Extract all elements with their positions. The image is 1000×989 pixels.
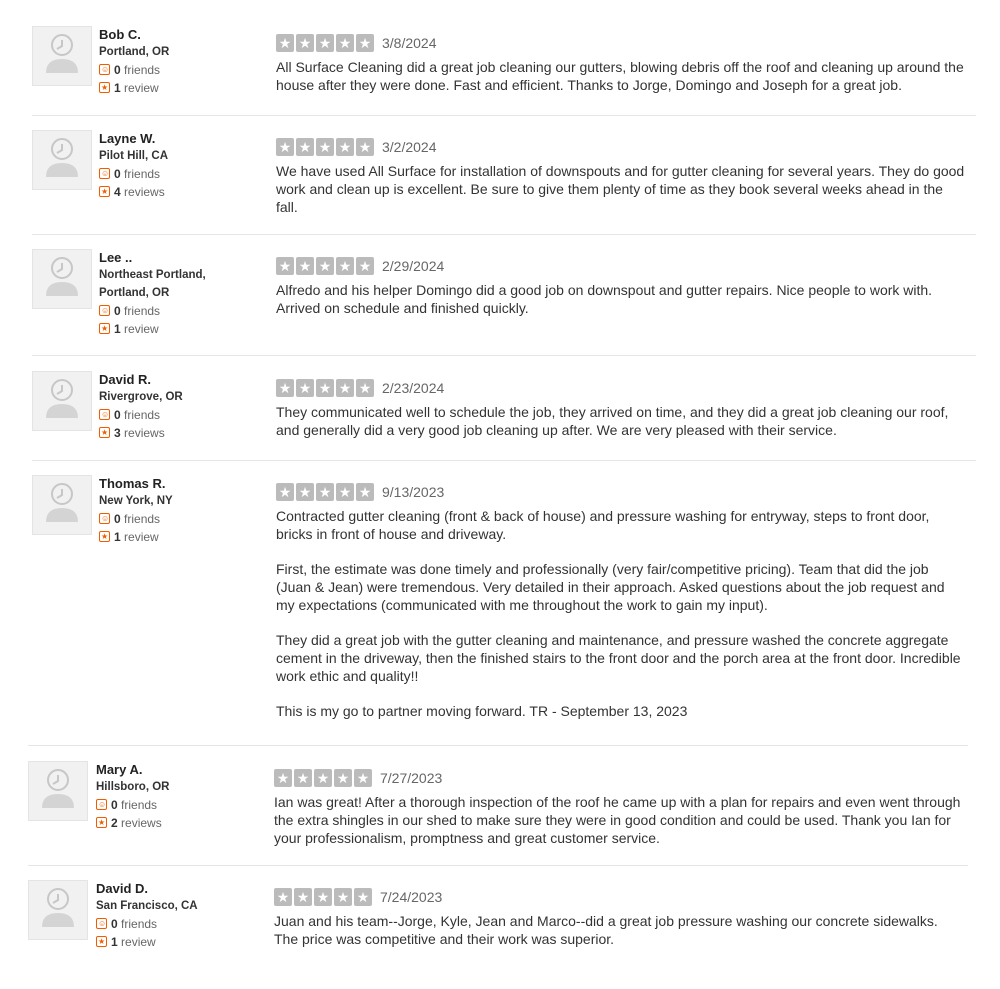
friends-icon xyxy=(99,305,110,316)
reviews-number: 2 xyxy=(111,816,118,830)
review-date: 2/29/2024 xyxy=(382,258,445,274)
review-divider xyxy=(32,115,976,116)
review-paragraph: All Surface Cleaning did a great job cleaning our gutters, blowing debris off the roof and cleaning up around the house after they were done. Fast and efficient. Thanks to Jorge, Domingo and Joseph for a great job. xyxy=(276,59,964,93)
avatar[interactable] xyxy=(32,475,92,535)
avatar[interactable] xyxy=(28,880,88,940)
review-date: 3/8/2024 xyxy=(382,35,437,51)
star-icon: ★ xyxy=(276,483,294,501)
star-rating xyxy=(276,138,376,156)
star-rating xyxy=(276,34,376,52)
reviews-label: review xyxy=(121,935,156,949)
review-icon-glyph: ★ xyxy=(101,532,109,541)
friends-count xyxy=(99,407,160,423)
friends-number: 0 xyxy=(111,917,118,931)
star-rating xyxy=(276,483,376,501)
review-star-icon xyxy=(99,82,110,93)
friends-label: friends xyxy=(124,167,161,181)
friends-label: friends xyxy=(121,917,158,931)
friends-icon-glyph: ☺ xyxy=(101,65,110,74)
user-name[interactable]: Layne W. xyxy=(99,131,156,146)
star-icon: ★ xyxy=(274,888,292,906)
star-icon: ★ xyxy=(316,257,334,275)
user-name[interactable]: Mary A. xyxy=(96,762,143,777)
review-paragraph: They did a great job with the gutter cleaning and maintenance, and pressure washed the concrete aggregate cement in the driveway, then the finished stairs to the front door and the porch area at the front door. Incredible work ethic and quality!! xyxy=(276,632,961,684)
review-date: 7/24/2023 xyxy=(380,889,443,905)
user-location: Pilot Hill, CA xyxy=(99,150,168,162)
reviews-count xyxy=(99,184,165,200)
reviews-count xyxy=(99,529,159,545)
reviews-number: 1 xyxy=(114,322,121,336)
review-paragraph: Contracted gutter cleaning (front & back of house) and pressure washing for entryway, steps to front door, bricks in front of house and driveway. xyxy=(276,508,930,542)
reviews-number: 1 xyxy=(111,935,118,949)
default-user-avatar-icon xyxy=(33,250,91,308)
star-icon: ★ xyxy=(294,769,312,787)
star-rating xyxy=(274,769,374,787)
star-rating xyxy=(274,888,374,906)
default-user-avatar-icon xyxy=(29,881,87,939)
review-icon-glyph: ★ xyxy=(101,428,109,437)
friends-icon xyxy=(99,168,110,179)
review-star-icon xyxy=(99,427,110,438)
friends-number: 0 xyxy=(114,304,121,318)
star-icon: ★ xyxy=(314,769,332,787)
star-icon: ★ xyxy=(336,483,354,501)
default-user-avatar-icon xyxy=(33,27,91,85)
star-icon: ★ xyxy=(296,138,314,156)
user-name[interactable]: Thomas R. xyxy=(99,476,166,491)
star-icon: ★ xyxy=(296,483,314,501)
star-icon: ★ xyxy=(316,34,334,52)
default-user-avatar-icon xyxy=(33,476,91,534)
review-icon-glyph: ★ xyxy=(98,818,106,827)
user-name[interactable]: Bob C. xyxy=(99,27,141,42)
star-icon: ★ xyxy=(336,379,354,397)
friends-count xyxy=(99,62,160,78)
default-user-avatar-icon xyxy=(33,131,91,189)
friends-number: 0 xyxy=(114,408,121,422)
star-icon: ★ xyxy=(354,769,372,787)
review-text xyxy=(276,162,966,216)
user-location: Portland, OR xyxy=(99,46,170,58)
review-paragraph: Ian was great! After a thorough inspection of the roof he came up with a plan for repairs and even went through the extra shingles in our shed to make sure they were in good condition and could be used. Thank you Ian for your professionalism, promptness and great customer service. xyxy=(274,794,961,846)
friends-icon-glyph: ☺ xyxy=(101,306,110,315)
star-icon: ★ xyxy=(276,379,294,397)
friends-number: 0 xyxy=(114,63,121,77)
friends-icon xyxy=(96,799,107,810)
star-icon: ★ xyxy=(356,138,374,156)
review-paragraph: We have used All Surface for installation of downspouts and for gutter cleaning for several years. They do good work and clean up is excellent. Be sure to give them plenty of time as they book several weeks ahead in the fall. xyxy=(276,163,965,215)
review-text xyxy=(274,793,964,847)
review-text xyxy=(274,912,964,948)
review-paragraph: They communicated well to schedule the job, they arrived on time, and they did a great job cleaning our roof, and generally did a very good job cleaning up after. We are very pleased with their service. xyxy=(276,404,949,438)
friends-icon xyxy=(99,409,110,420)
friends-icon xyxy=(99,513,110,524)
star-icon: ★ xyxy=(296,34,314,52)
user-location: San Francisco, CA xyxy=(96,900,198,912)
star-icon: ★ xyxy=(294,888,312,906)
friends-count xyxy=(96,916,157,932)
review-date: 7/27/2023 xyxy=(380,770,443,786)
avatar[interactable] xyxy=(32,249,92,309)
reviews-label: review xyxy=(124,530,159,544)
avatar[interactable] xyxy=(32,26,92,86)
friends-icon xyxy=(96,918,107,929)
friends-label: friends xyxy=(124,512,161,526)
star-icon: ★ xyxy=(336,138,354,156)
review-icon-glyph: ★ xyxy=(98,937,106,946)
review-divider xyxy=(32,234,976,235)
star-icon: ★ xyxy=(356,257,374,275)
friends-icon-glyph: ☺ xyxy=(101,169,110,178)
reviews-number: 1 xyxy=(114,530,121,544)
reviews-label: reviews xyxy=(121,816,162,830)
star-rating xyxy=(276,379,376,397)
user-name[interactable]: David R. xyxy=(99,372,152,387)
user-location: Northeast Portland, xyxy=(99,269,206,281)
star-icon: ★ xyxy=(336,34,354,52)
friends-label: friends xyxy=(121,798,158,812)
review-text xyxy=(276,507,966,720)
review-paragraph: Juan and his team--Jorge, Kyle, Jean and Marco--did a great job pressure washing our concrete sidewalks. The price was competitive and their work was superior. xyxy=(274,913,938,947)
star-icon: ★ xyxy=(334,888,352,906)
review-star-icon xyxy=(96,817,107,828)
star-icon: ★ xyxy=(296,379,314,397)
review-star-icon xyxy=(99,186,110,197)
review-paragraph: Alfredo and his helper Domingo did a good job on downspout and gutter repairs. Nice people to work with. Arrived on schedule and finished quickly. xyxy=(276,282,933,316)
review-paragraph: First, the estimate was done timely and professionally (very fair/competitive pricing). Team that did the job (Juan & Jean) were tremendous. Very detailed in their approach. Asked questions about the job request and my expectations (communicated with me throughout the work to gain my input). xyxy=(276,561,945,613)
reviews-label: reviews xyxy=(124,185,165,199)
user-location: Hillsboro, OR xyxy=(96,781,170,793)
friends-count xyxy=(96,797,157,813)
star-icon: ★ xyxy=(334,769,352,787)
review-date: 3/2/2024 xyxy=(382,139,437,155)
friends-icon-glyph: ☺ xyxy=(101,410,110,419)
review-icon-glyph: ★ xyxy=(101,324,109,333)
reviews-number: 3 xyxy=(114,426,121,440)
review-divider xyxy=(32,355,976,356)
user-name[interactable]: David D. xyxy=(96,881,149,896)
star-icon: ★ xyxy=(316,483,334,501)
friends-number: 0 xyxy=(114,167,121,181)
friends-label: friends xyxy=(124,304,161,318)
friends-count xyxy=(99,166,160,182)
star-icon: ★ xyxy=(276,34,294,52)
reviews-number: 1 xyxy=(114,81,121,95)
review-paragraph: This is my go to partner moving forward. TR - September 13, 2023 xyxy=(276,703,688,719)
friends-number: 0 xyxy=(111,798,118,812)
friends-icon-glyph: ☺ xyxy=(98,919,107,928)
review-divider xyxy=(28,745,968,746)
avatar[interactable] xyxy=(28,761,88,821)
star-icon: ★ xyxy=(316,379,334,397)
star-rating xyxy=(276,257,376,275)
star-icon: ★ xyxy=(316,138,334,156)
review-star-icon xyxy=(99,323,110,334)
default-user-avatar-icon xyxy=(29,762,87,820)
reviews-label: review xyxy=(124,81,159,95)
reviews-count xyxy=(96,934,156,950)
star-icon: ★ xyxy=(336,257,354,275)
review-date: 2/23/2024 xyxy=(382,380,445,396)
star-icon: ★ xyxy=(356,379,374,397)
review-icon-glyph: ★ xyxy=(101,187,109,196)
review-date: 9/13/2023 xyxy=(382,484,445,500)
user-location: New York, NY xyxy=(99,495,173,507)
friends-count xyxy=(99,511,160,527)
review-text xyxy=(276,403,966,439)
user-location: Portland, OR xyxy=(99,287,170,299)
review-text xyxy=(276,58,966,94)
avatar[interactable] xyxy=(32,371,92,431)
friends-number: 0 xyxy=(114,512,121,526)
star-icon: ★ xyxy=(356,483,374,501)
star-icon: ★ xyxy=(314,888,332,906)
star-icon: ★ xyxy=(276,138,294,156)
review-text xyxy=(276,281,966,317)
friends-label: friends xyxy=(124,408,161,422)
star-icon: ★ xyxy=(296,257,314,275)
review-star-icon xyxy=(96,936,107,947)
reviews-count xyxy=(99,425,165,441)
reviews-number: 4 xyxy=(114,185,121,199)
reviews-label: reviews xyxy=(124,426,165,440)
star-icon: ★ xyxy=(354,888,372,906)
review-star-icon xyxy=(99,531,110,542)
friends-count xyxy=(99,303,160,319)
friends-icon-glyph: ☺ xyxy=(98,800,107,809)
star-icon: ★ xyxy=(356,34,374,52)
reviews-count xyxy=(99,80,159,96)
review-divider xyxy=(32,460,976,461)
user-name[interactable]: Lee .. xyxy=(99,250,133,265)
star-icon: ★ xyxy=(276,257,294,275)
reviews-count xyxy=(99,321,159,337)
user-location: Rivergrove, OR xyxy=(99,391,183,403)
avatar[interactable] xyxy=(32,130,92,190)
reviews-count xyxy=(96,815,162,831)
reviews-label: review xyxy=(124,322,159,336)
friends-icon xyxy=(99,64,110,75)
review-divider xyxy=(28,865,968,866)
default-user-avatar-icon xyxy=(33,372,91,430)
review-icon-glyph: ★ xyxy=(101,83,109,92)
star-icon: ★ xyxy=(274,769,292,787)
friends-icon-glyph: ☺ xyxy=(101,514,110,523)
friends-label: friends xyxy=(124,63,161,77)
